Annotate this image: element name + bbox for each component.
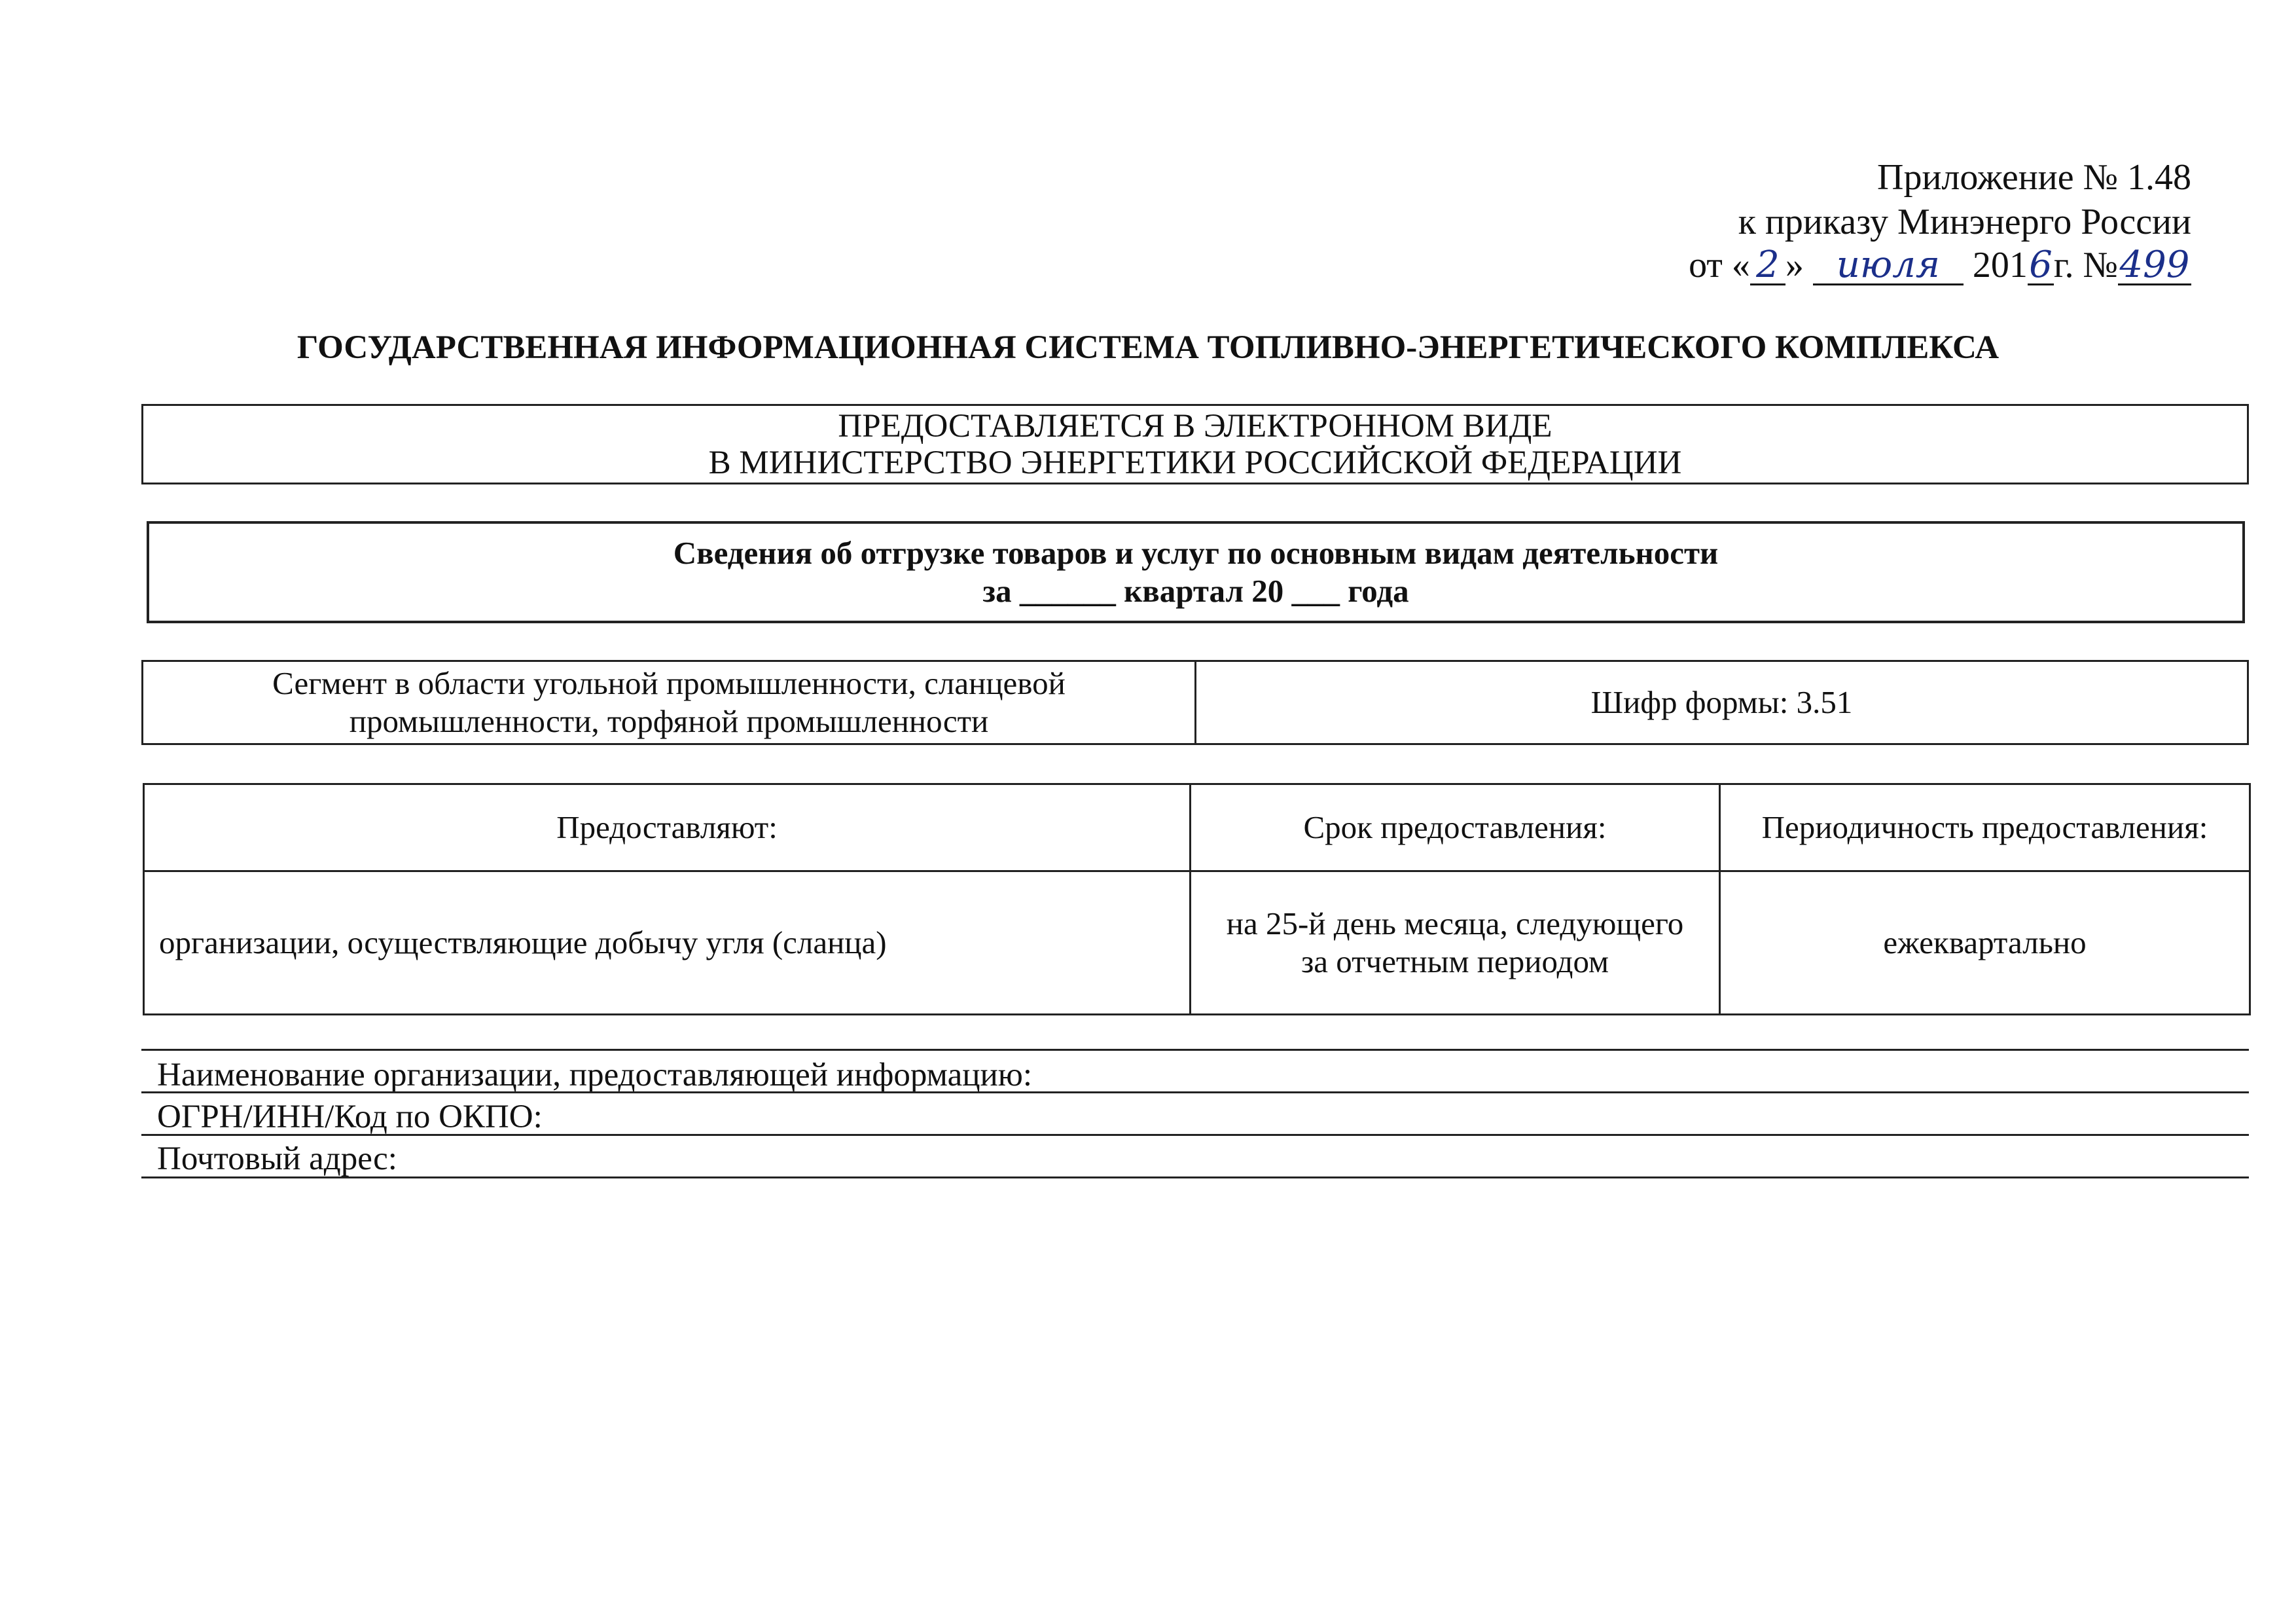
report-title: Сведения об отгрузке товаров и услуг по основным видам деятельности [673, 535, 1719, 571]
table-header-row [144, 784, 2250, 871]
postal-address-line[interactable] [141, 1176, 2249, 1178]
handwritten-order-number: 499 [2118, 247, 2191, 285]
segment-cell [143, 662, 1196, 743]
deadline-line-1: на 25-й день месяца, следующего [1226, 905, 1684, 941]
order-date-line [1689, 245, 2191, 285]
gis-title: ГОСУДАРСТВЕННАЯ ИНФОРМАЦИОННАЯ СИСТЕМА ТОПЛИВНО-ЭНЕРГЕТИЧЕСКОГО КОМПЛЕКСА [296, 329, 2000, 366]
ogrn-inn-okpo-line[interactable] [141, 1134, 2249, 1136]
submission-box [141, 404, 2249, 484]
report-title-box [147, 521, 2245, 623]
handwritten-year-digit: 6 [2028, 247, 2054, 285]
segment-row [141, 660, 2249, 745]
divider-top [141, 1049, 2249, 1051]
org-name-label: Наименование организации, предоставляющей информацию: [157, 1057, 1033, 1093]
year-prefix: 201 [1972, 245, 2028, 285]
segment-line-1: Сегмент в области угольной промышленности, сланцевой [272, 665, 1066, 701]
form-code: Шифр формы: 3.51 [1590, 684, 1853, 720]
header-frequency: Периодичность предоставления: [1720, 784, 2250, 871]
submission-line-2: В МИНИСТЕРСТВО ЭНЕРГЕТИКИ РОССИЙСКОЙ ФЕДЕРАЦИИ [708, 444, 1682, 481]
header-deadline: Срок предоставления: [1191, 784, 1720, 871]
recipient-organizations: организации, осуществляющие добычу угля (сланца) [144, 871, 1191, 1015]
ogrn-inn-okpo-label: ОГРН/ИНН/Код по ОКПО: [157, 1099, 543, 1135]
date-prefix: от « [1689, 245, 1750, 285]
annex-number: Приложение № 1.48 [1877, 157, 2191, 198]
table-row [144, 871, 2250, 1015]
order-reference: к приказу Минэнерго России [1738, 202, 2191, 242]
segment-line-2: промышленности, торфяной промышленности [349, 703, 989, 739]
header-recipients: Предоставляют: [144, 784, 1191, 871]
frequency-cell: ежеквартально [1720, 871, 2250, 1015]
number-prefix: г. № [2053, 245, 2118, 285]
report-period: за ______ квартал 20 ___ года [982, 573, 1409, 609]
recipients-table [143, 783, 2251, 1015]
org-name-line[interactable] [141, 1091, 2249, 1093]
form-code-cell [1196, 662, 2247, 743]
date-quote-close: » [1785, 245, 1804, 285]
deadline-line-2: за отчетным периодом [1300, 943, 1609, 979]
submission-line-1: ПРЕДОСТАВЛЯЕТСЯ В ЭЛЕКТРОННОМ ВИДЕ [838, 407, 1552, 445]
handwritten-day: 2 [1750, 247, 1785, 285]
deadline-cell [1191, 871, 1720, 1015]
handwritten-month: июля [1813, 247, 1964, 285]
postal-address-label: Почтовый адрес: [157, 1140, 397, 1177]
